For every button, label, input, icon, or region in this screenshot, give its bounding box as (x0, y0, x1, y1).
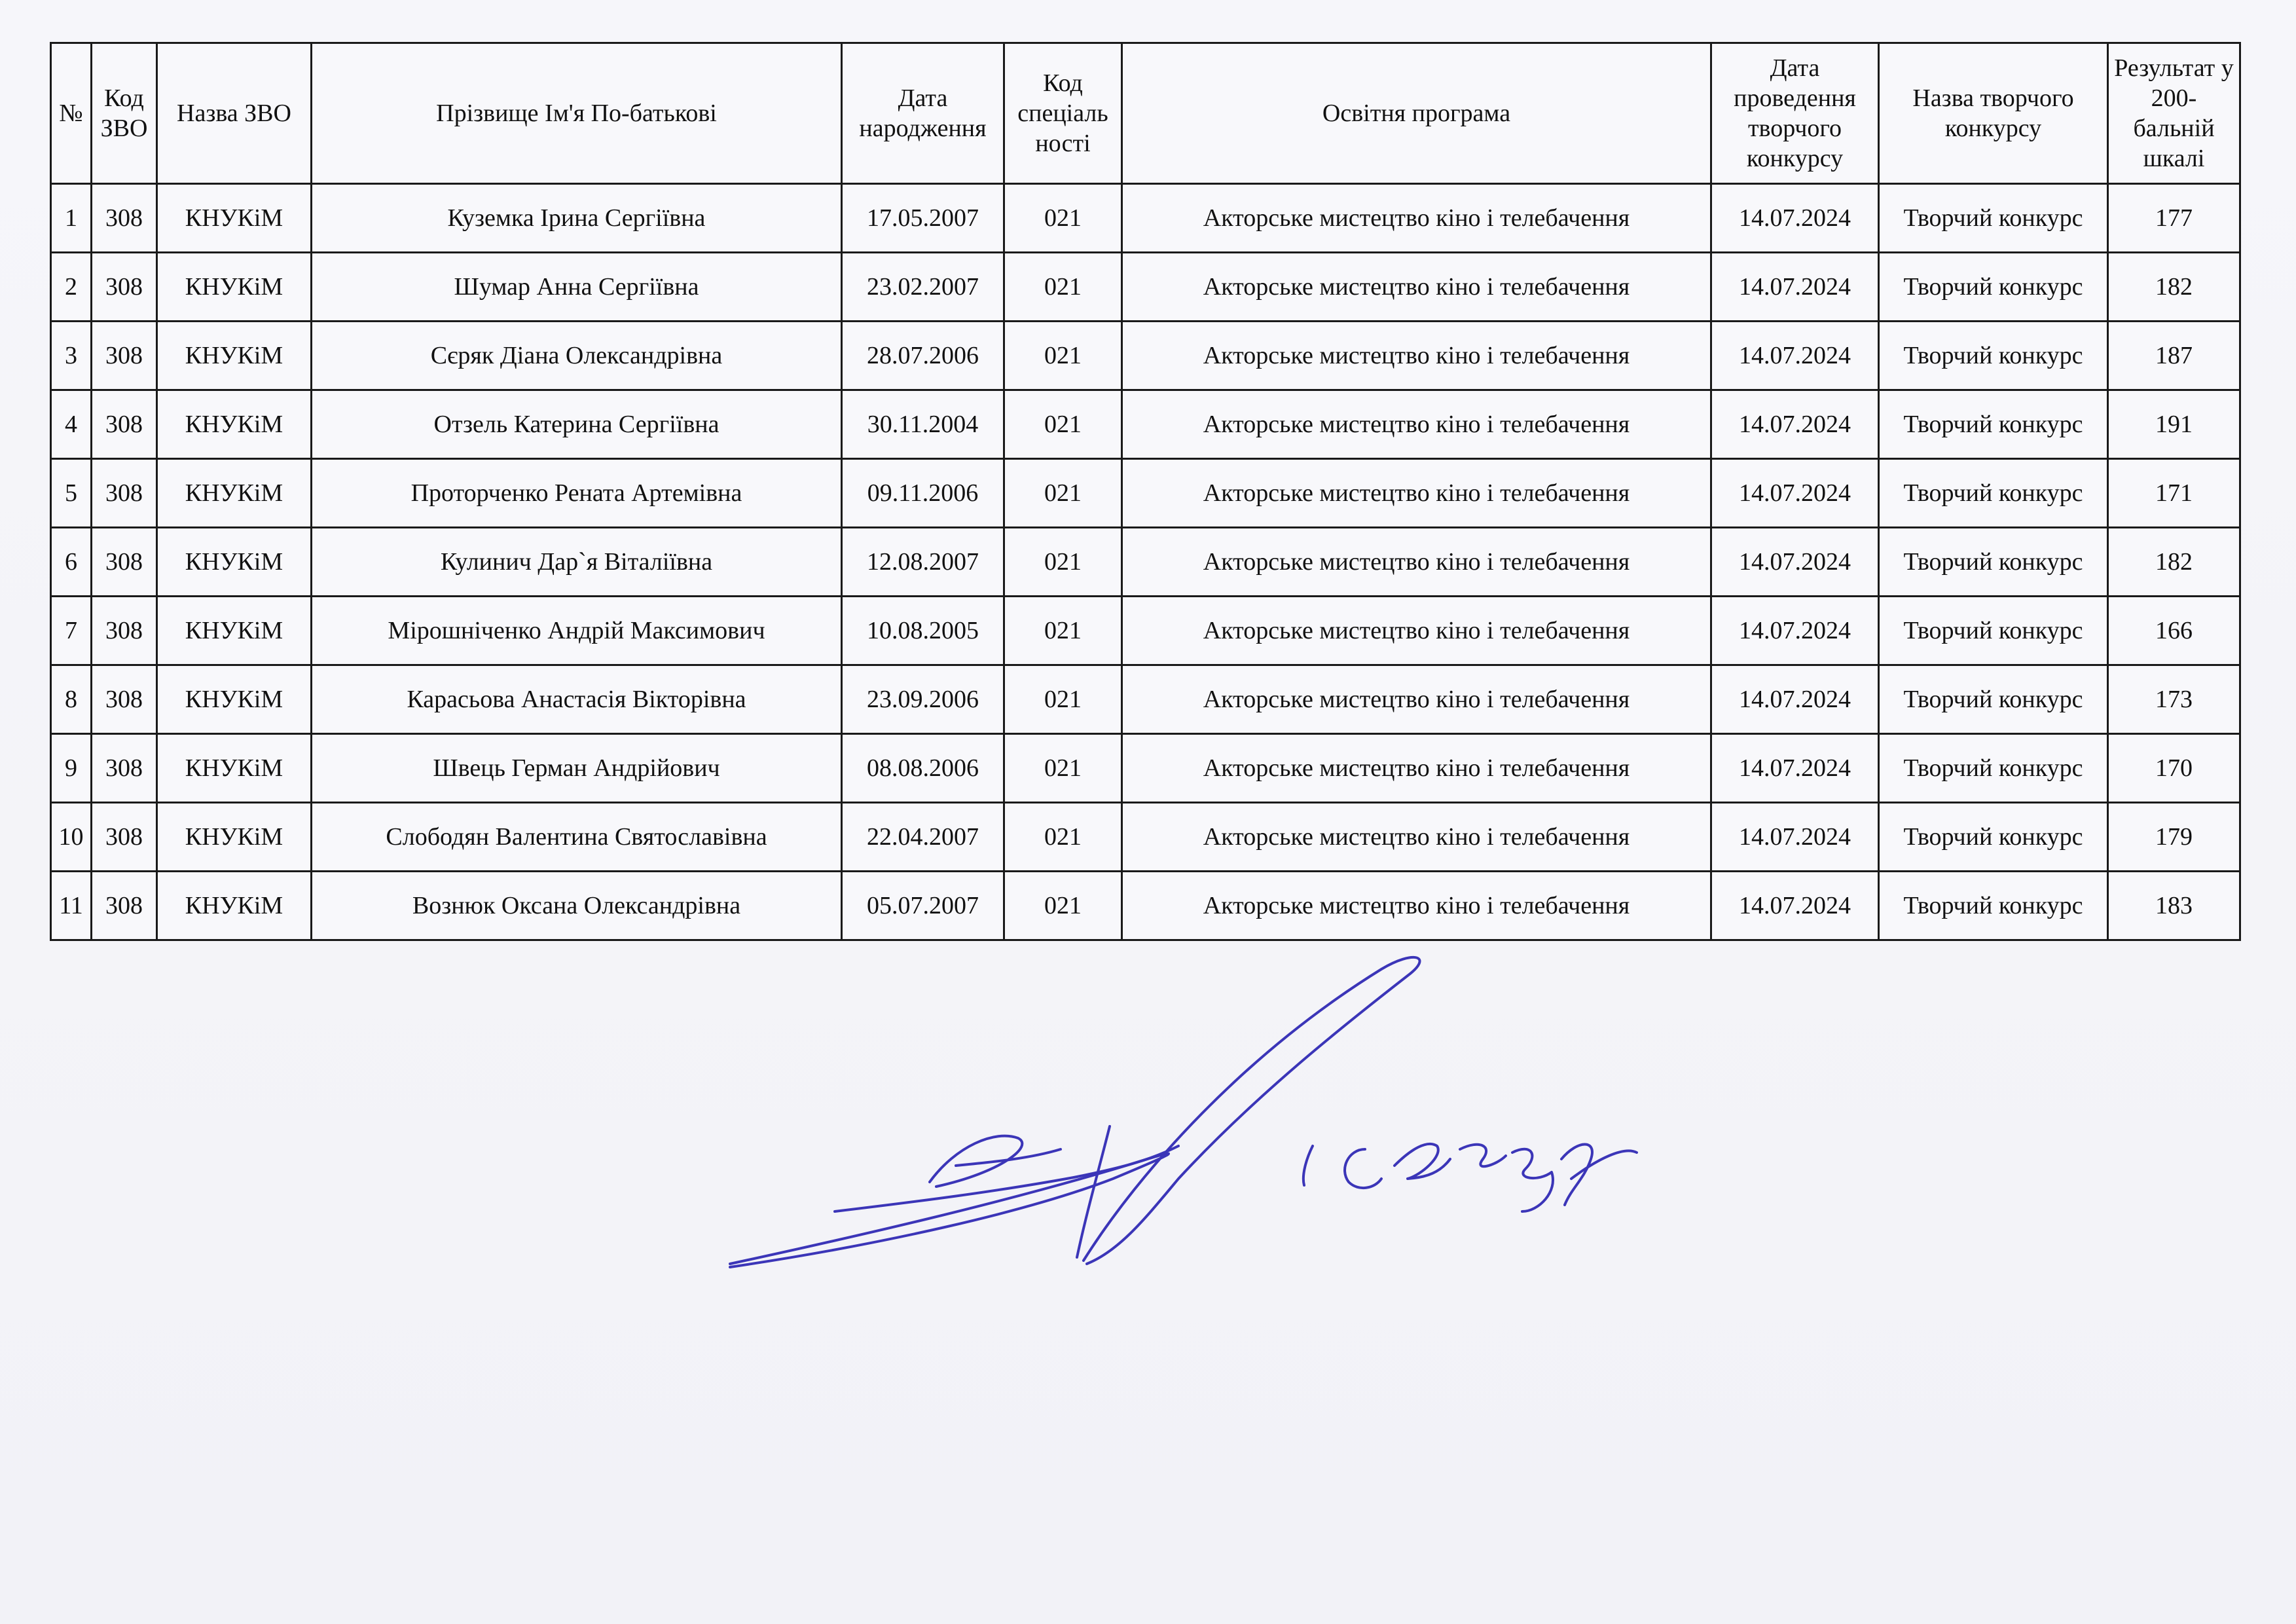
cell-num: 2 (51, 253, 92, 322)
cell-contest-name: Творчий конкурс (1879, 872, 2108, 940)
cell-result: 183 (2108, 872, 2240, 940)
table-row (51, 734, 2240, 803)
cell-full-name: Шумар Анна Сергіївна (312, 253, 842, 322)
cell-name-zvo: КНУКіМ (157, 253, 312, 322)
results-table (50, 42, 2241, 941)
cell-birth-date: 09.11.2006 (842, 459, 1004, 528)
header-result: Результат у 200-бальній шкалі (2108, 43, 2240, 184)
cell-full-name: Отзель Катерина Сергіївна (312, 390, 842, 459)
cell-contest-name: Творчий конкурс (1879, 390, 2108, 459)
cell-result: 171 (2108, 459, 2240, 528)
cell-spec-code: 021 (1004, 184, 1122, 253)
cell-full-name: Вознюк Оксана Олександрівна (312, 872, 842, 940)
cell-full-name: Мірошніченко Андрій Максимович (312, 597, 842, 665)
table-row (51, 528, 2240, 597)
cell-birth-date: 08.08.2006 (842, 734, 1004, 803)
header-num: № (51, 43, 92, 184)
cell-birth-date: 05.07.2007 (842, 872, 1004, 940)
cell-contest-date: 14.07.2024 (1711, 734, 1879, 803)
cell-num: 6 (51, 528, 92, 597)
cell-program: Акторське мистецтво кіно і телебачення (1122, 665, 1711, 734)
cell-full-name: Швець Герман Андрійович (312, 734, 842, 803)
cell-program: Акторське мистецтво кіно і телебачення (1122, 803, 1711, 872)
cell-code-zvo: 308 (92, 322, 157, 390)
cell-birth-date: 28.07.2006 (842, 322, 1004, 390)
cell-code-zvo: 308 (92, 734, 157, 803)
cell-program: Акторське мистецтво кіно і телебачення (1122, 734, 1711, 803)
cell-full-name: Куземка Ірина Сергіївна (312, 184, 842, 253)
header-code-zvo: Код ЗВО (92, 43, 157, 184)
cell-full-name: Кулинич Дар`я Віталіївна (312, 528, 842, 597)
cell-full-name: Сєряк Діана Олександрівна (312, 322, 842, 390)
table-row (51, 322, 2240, 390)
cell-full-name: Карасьова Анастасія Вікторівна (312, 665, 842, 734)
cell-birth-date: 22.04.2007 (842, 803, 1004, 872)
cell-code-zvo: 308 (92, 459, 157, 528)
cell-code-zvo: 308 (92, 253, 157, 322)
table-header-row (51, 43, 2240, 184)
cell-name-zvo: КНУКіМ (157, 184, 312, 253)
cell-spec-code: 021 (1004, 253, 1122, 322)
cell-contest-name: Творчий конкурс (1879, 665, 2108, 734)
cell-contest-date: 14.07.2024 (1711, 803, 1879, 872)
cell-contest-name: Творчий конкурс (1879, 734, 2108, 803)
cell-spec-code: 021 (1004, 528, 1122, 597)
cell-name-zvo: КНУКіМ (157, 872, 312, 940)
cell-num: 4 (51, 390, 92, 459)
table-row (51, 390, 2240, 459)
cell-contest-date: 14.07.2024 (1711, 322, 1879, 390)
cell-contest-name: Творчий конкурс (1879, 253, 2108, 322)
cell-birth-date: 10.08.2005 (842, 597, 1004, 665)
cell-name-zvo: КНУКіМ (157, 322, 312, 390)
cell-num: 10 (51, 803, 92, 872)
cell-result: 170 (2108, 734, 2240, 803)
cell-name-zvo: КНУКіМ (157, 459, 312, 528)
cell-contest-date: 14.07.2024 (1711, 597, 1879, 665)
cell-program: Акторське мистецтво кіно і телебачення (1122, 459, 1711, 528)
cell-code-zvo: 308 (92, 872, 157, 940)
cell-code-zvo: 308 (92, 390, 157, 459)
cell-spec-code: 021 (1004, 734, 1122, 803)
cell-spec-code: 021 (1004, 665, 1122, 734)
cell-program: Акторське мистецтво кіно і телебачення (1122, 528, 1711, 597)
cell-code-zvo: 308 (92, 528, 157, 597)
cell-spec-code: 021 (1004, 872, 1122, 940)
table-body (51, 184, 2240, 940)
header-full-name: Прізвище Ім'я По-батькові (312, 43, 842, 184)
header-spec-code: Код спеціаль ності (1004, 43, 1122, 184)
cell-contest-name: Творчий конкурс (1879, 322, 2108, 390)
cell-spec-code: 021 (1004, 322, 1122, 390)
cell-result: 182 (2108, 253, 2240, 322)
table-row (51, 253, 2240, 322)
cell-program: Акторське мистецтво кіно і телебачення (1122, 872, 1711, 940)
table-row (51, 459, 2240, 528)
header-program: Освітня програма (1122, 43, 1711, 184)
cell-contest-name: Творчий конкурс (1879, 528, 2108, 597)
header-birth-date: Дата народження (842, 43, 1004, 184)
cell-code-zvo: 308 (92, 184, 157, 253)
cell-result: 177 (2108, 184, 2240, 253)
cell-program: Акторське мистецтво кіно і телебачення (1122, 322, 1711, 390)
cell-spec-code: 021 (1004, 390, 1122, 459)
cell-num: 5 (51, 459, 92, 528)
cell-contest-date: 14.07.2024 (1711, 390, 1879, 459)
cell-num: 1 (51, 184, 92, 253)
cell-result: 182 (2108, 528, 2240, 597)
cell-contest-name: Творчий конкурс (1879, 803, 2108, 872)
cell-contest-date: 14.07.2024 (1711, 665, 1879, 734)
cell-contest-date: 14.07.2024 (1711, 528, 1879, 597)
cell-birth-date: 12.08.2007 (842, 528, 1004, 597)
header-name-zvo: Назва ЗВО (157, 43, 312, 184)
cell-spec-code: 021 (1004, 459, 1122, 528)
table-row (51, 597, 2240, 665)
cell-program: Акторське мистецтво кіно і телебачення (1122, 253, 1711, 322)
cell-name-zvo: КНУКіМ (157, 734, 312, 803)
cell-name-zvo: КНУКіМ (157, 597, 312, 665)
cell-full-name: Слободян Валентина Святославівна (312, 803, 842, 872)
cell-code-zvo: 308 (92, 803, 157, 872)
cell-num: 8 (51, 665, 92, 734)
cell-name-zvo: КНУКіМ (157, 665, 312, 734)
table-row (51, 665, 2240, 734)
cell-name-zvo: КНУКіМ (157, 803, 312, 872)
handwritten-signature (720, 930, 1676, 1297)
cell-spec-code: 021 (1004, 803, 1122, 872)
cell-result: 173 (2108, 665, 2240, 734)
cell-program: Акторське мистецтво кіно і телебачення (1122, 184, 1711, 253)
cell-contest-name: Творчий конкурс (1879, 597, 2108, 665)
cell-contest-date: 14.07.2024 (1711, 253, 1879, 322)
cell-program: Акторське мистецтво кіно і телебачення (1122, 390, 1711, 459)
cell-program: Акторське мистецтво кіно і телебачення (1122, 597, 1711, 665)
cell-contest-date: 14.07.2024 (1711, 872, 1879, 940)
table-row (51, 803, 2240, 872)
cell-result: 166 (2108, 597, 2240, 665)
cell-contest-date: 14.07.2024 (1711, 459, 1879, 528)
cell-name-zvo: КНУКіМ (157, 390, 312, 459)
cell-num: 11 (51, 872, 92, 940)
cell-name-zvo: КНУКіМ (157, 528, 312, 597)
cell-result: 191 (2108, 390, 2240, 459)
cell-contest-date: 14.07.2024 (1711, 184, 1879, 253)
cell-result: 187 (2108, 322, 2240, 390)
cell-birth-date: 23.02.2007 (842, 253, 1004, 322)
cell-num: 3 (51, 322, 92, 390)
table-row (51, 184, 2240, 253)
cell-result: 179 (2108, 803, 2240, 872)
cell-birth-date: 30.11.2004 (842, 390, 1004, 459)
cell-contest-name: Творчий конкурс (1879, 184, 2108, 253)
cell-code-zvo: 308 (92, 597, 157, 665)
header-contest-name: Назва творчого конкурсу (1879, 43, 2108, 184)
cell-code-zvo: 308 (92, 665, 157, 734)
cell-birth-date: 23.09.2006 (842, 665, 1004, 734)
cell-full-name: Проторченко Рената Артемівна (312, 459, 842, 528)
header-contest-date: Дата проведення творчого конкурсу (1711, 43, 1879, 184)
cell-spec-code: 021 (1004, 597, 1122, 665)
cell-num: 9 (51, 734, 92, 803)
cell-birth-date: 17.05.2007 (842, 184, 1004, 253)
cell-num: 7 (51, 597, 92, 665)
cell-contest-name: Творчий конкурс (1879, 459, 2108, 528)
